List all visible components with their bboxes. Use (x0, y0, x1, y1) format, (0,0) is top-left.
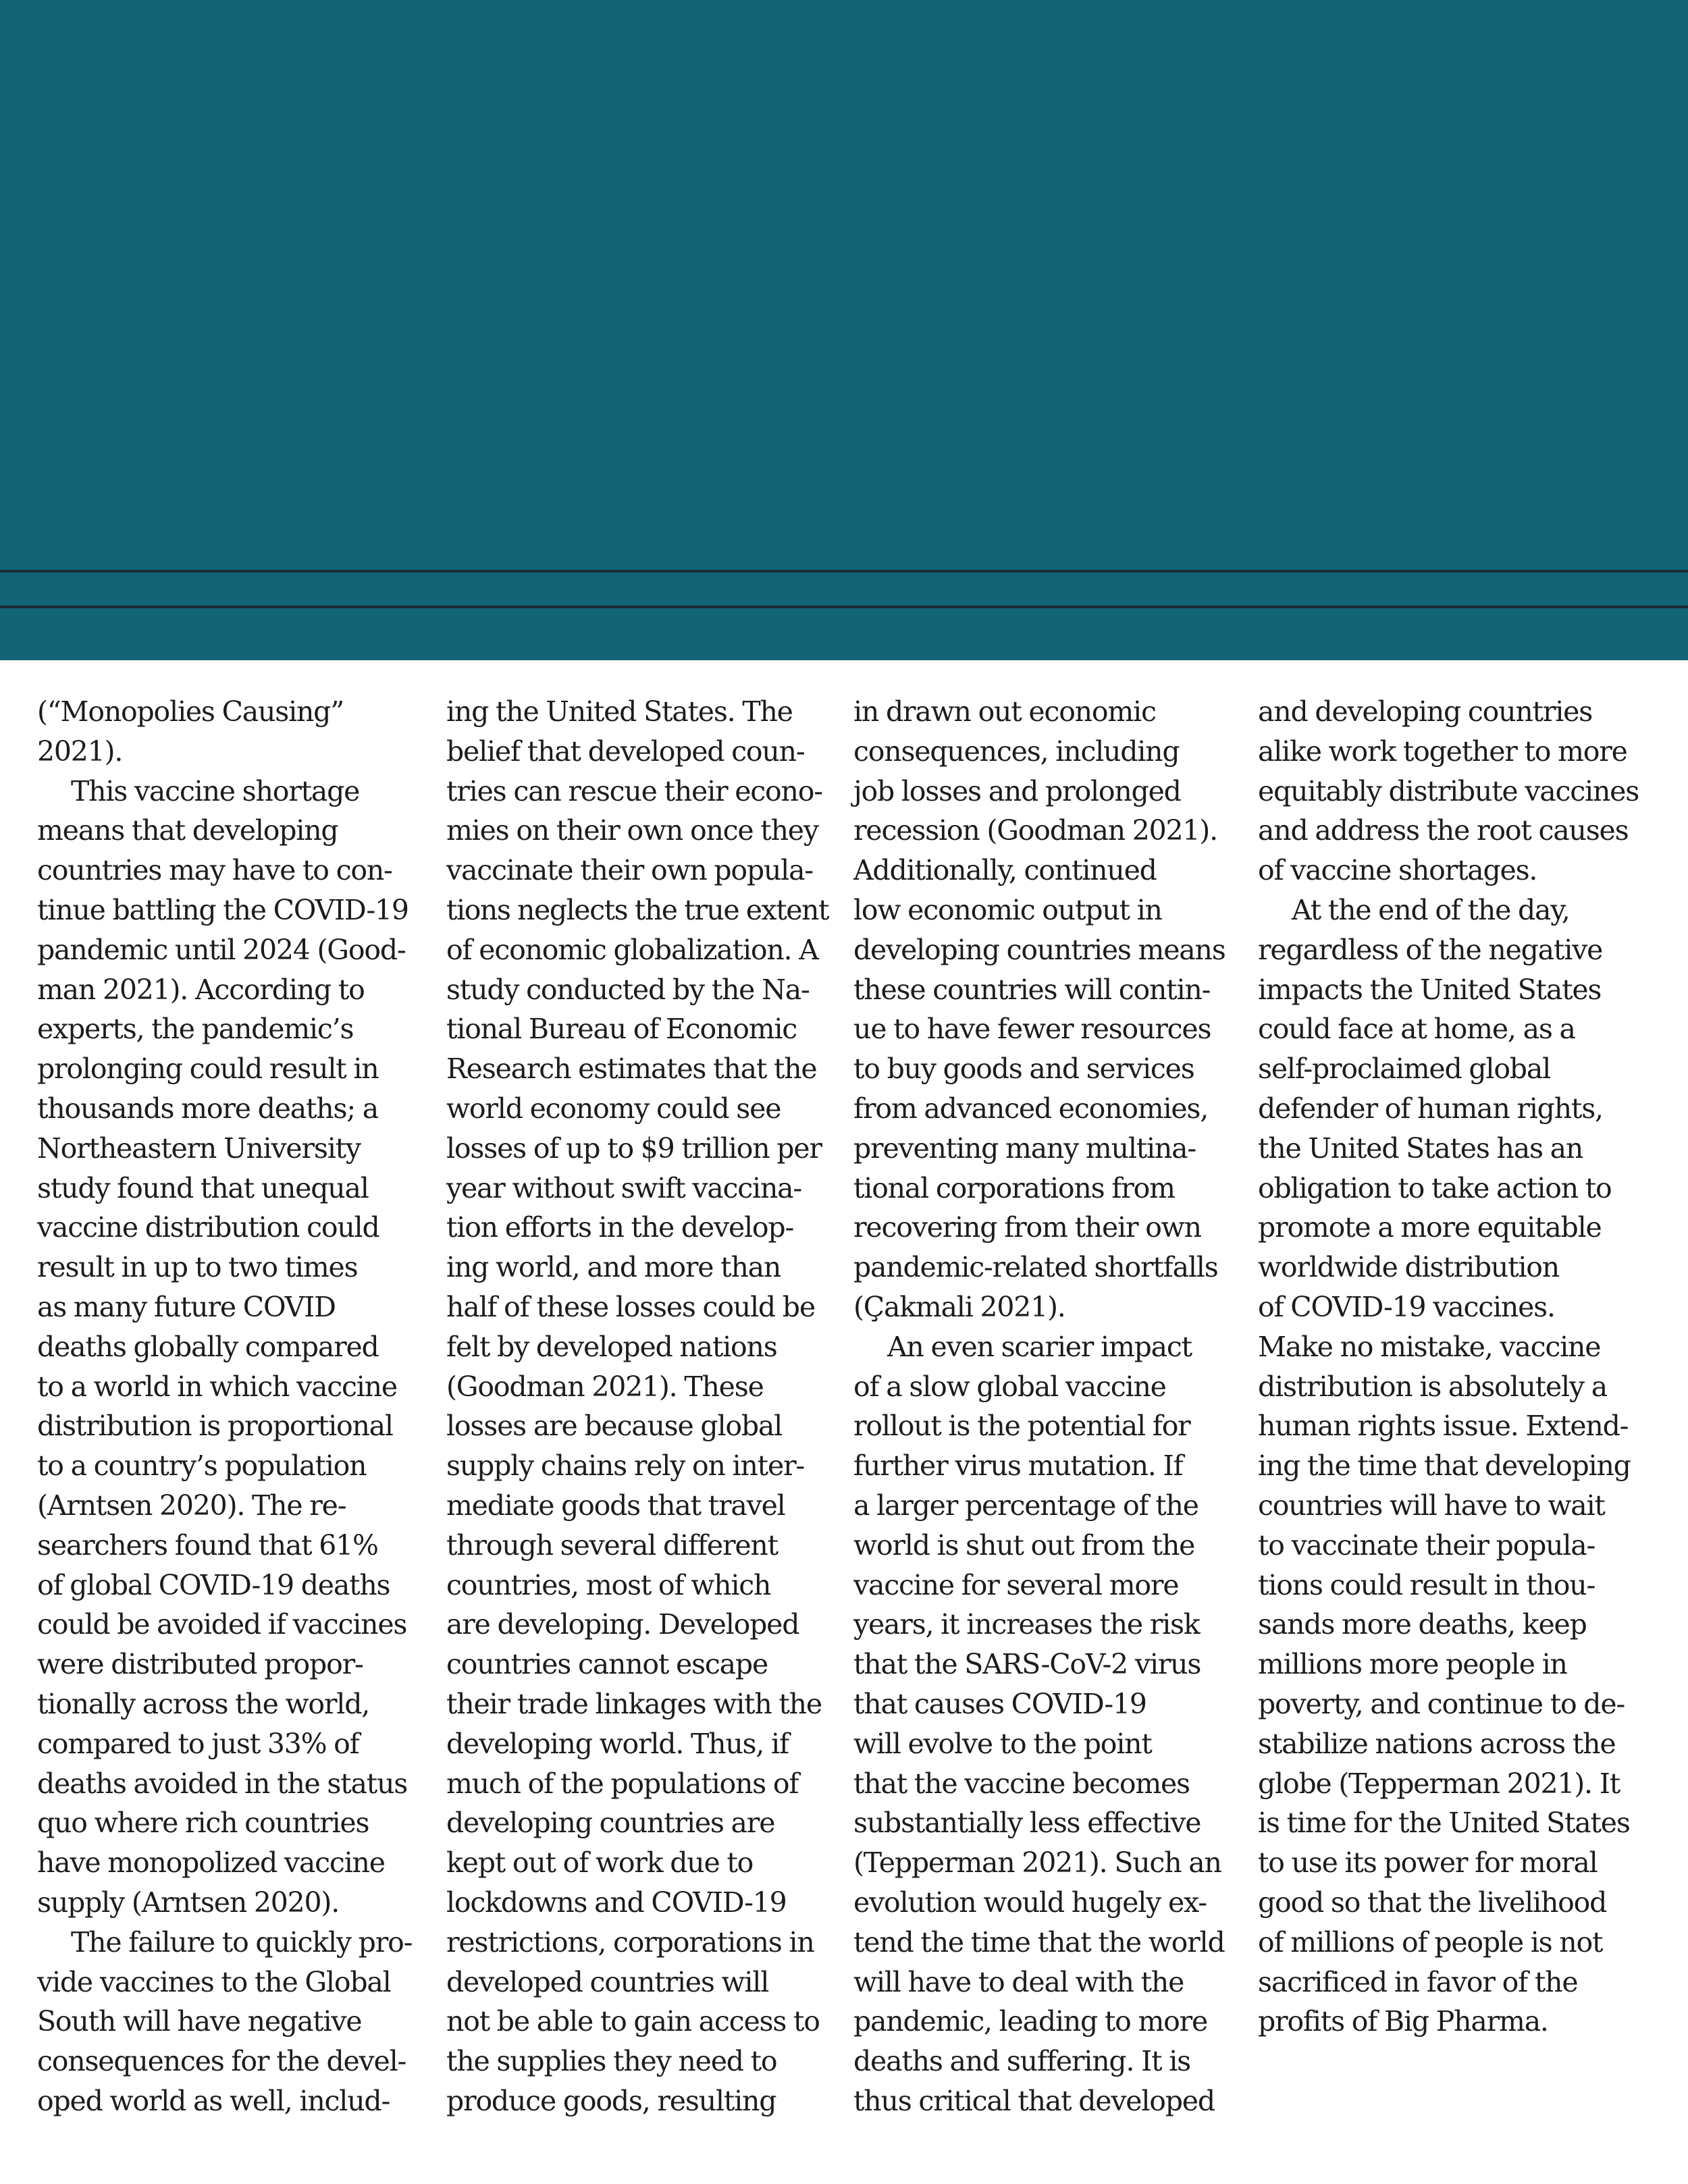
text-line: tional corporations from (853, 1171, 1175, 1204)
text-line: have monopolized vaccine (37, 1846, 385, 1880)
text-line: Make no mistake, vaccine (1258, 1330, 1601, 1363)
text-line: produce goods, resulting (446, 2084, 776, 2117)
text-line: ing the time that developing (1258, 1449, 1631, 1483)
text-line: experts, the pandemic’s (37, 1013, 354, 1046)
text-line: tionally across the world, (37, 1687, 370, 1720)
text-line: 2021). (37, 735, 123, 768)
text-line: poverty, and continue to de- (1258, 1687, 1625, 1720)
text-line: man 2021). According to (37, 973, 365, 1006)
text-line: low economic output in (853, 893, 1162, 926)
text-line: supply (Arntsen 2020). (37, 1886, 340, 1919)
text-line: felt by developed nations (446, 1330, 777, 1363)
text-line: losses are because global (446, 1410, 783, 1443)
text-line: will evolve to the point (853, 1727, 1152, 1760)
text-line: Northeastern University (37, 1131, 361, 1165)
text-line: study found that unequal (37, 1171, 369, 1204)
text-line: recession (Goodman 2021). (853, 814, 1217, 847)
text-line: the supplies they need to (446, 2045, 777, 2078)
text-line: to use its power for moral (1258, 1846, 1598, 1880)
text-line: deaths avoided in the status (37, 1767, 408, 1800)
text-line: further virus mutation. If (853, 1449, 1183, 1483)
text-line: This vaccine shortage (71, 774, 360, 807)
text-line: tinue battling the COVID-19 (37, 893, 408, 926)
text-line: from advanced economies, (853, 1092, 1209, 1125)
text-line: a larger percentage of the (853, 1489, 1198, 1522)
text-line: much of the populations of (446, 1767, 799, 1800)
text-line: lockdowns and COVID-19 (446, 1886, 787, 1919)
text-line: impacts the United States (1258, 973, 1602, 1006)
text-line: (Arntsen 2020). The re- (37, 1489, 346, 1522)
text-line: will have to deal with the (853, 1965, 1184, 1998)
text-line: were distributed propor- (37, 1648, 363, 1681)
text-line: restrictions, corporations in (446, 1925, 814, 1959)
text-line: world is shut out from the (853, 1528, 1195, 1562)
text-line: An even scarier impact (887, 1330, 1192, 1363)
text-line: (Tepperman 2021). Such an (853, 1846, 1221, 1880)
text-line: countries cannot escape (446, 1648, 768, 1681)
text-line: oped world as well, includ- (37, 2084, 390, 2117)
text-line: tries can rescue their econo- (446, 774, 822, 807)
text-line: kept out of work due to (446, 1846, 754, 1880)
text-line: study conducted by the Na- (446, 973, 810, 1006)
text-line: developing world. Thus, if (446, 1727, 789, 1760)
text-line: their trade linkages with the (446, 1687, 822, 1720)
text-line: thus critical that developed (853, 2084, 1215, 2117)
text-line: world economy could see (446, 1092, 781, 1125)
text-line: ing world, and more than (446, 1251, 781, 1284)
text-line: could be avoided if vaccines (37, 1608, 407, 1641)
text-line: recovering from their own (853, 1211, 1201, 1244)
text-line: to buy goods and services (853, 1053, 1194, 1086)
text-line: developed countries will (446, 1965, 769, 1998)
text-line: sacrificed in favor of the (1258, 1965, 1578, 1998)
text-line: preventing many multina- (853, 1131, 1196, 1165)
text-line: The failure to quickly pro- (71, 1925, 413, 1959)
text-line: belief that developed coun- (446, 735, 805, 768)
text-line: as many future COVID (37, 1290, 336, 1323)
text-line: countries will have to wait (1258, 1489, 1605, 1522)
text-line: these countries will contin- (853, 973, 1211, 1006)
text-line: South will have negative (37, 2005, 362, 2038)
text-line: mies on their own once they (446, 814, 818, 847)
text-line: pandemic-related shortfalls (853, 1251, 1218, 1284)
text-line: losses of up to $9 trillion per (446, 1131, 822, 1165)
text-line: of millions of people is not (1258, 1925, 1603, 1959)
text-line: rollout is the potential for (853, 1410, 1190, 1443)
text-line: consequences for the devel- (37, 2045, 406, 2078)
text-column-4 (1258, 692, 1643, 2042)
text-line: consequences, including (853, 735, 1180, 768)
text-column-2 (446, 692, 831, 2121)
text-line: regardless of the negative (1258, 933, 1603, 966)
text-line: years, it increases the risk (853, 1608, 1200, 1641)
text-line: ue to have fewer resources (853, 1013, 1211, 1046)
text-line: developing countries are (446, 1807, 775, 1840)
text-line: sands more deaths, keep (1258, 1608, 1587, 1641)
text-line: searchers found that 61% (37, 1528, 378, 1562)
text-line: distribution is absolutely a (1258, 1370, 1607, 1403)
text-line: to a world in which vaccine (37, 1370, 397, 1403)
header-rule-upper (0, 570, 1688, 572)
text-line: tions neglects the true extent (446, 893, 829, 926)
text-column-1 (37, 692, 422, 2121)
text-line: means that developing (37, 814, 338, 847)
text-line: Additionally, continued (853, 854, 1157, 887)
text-line: job losses and prolonged (853, 774, 1181, 807)
text-line: half of these losses could be (446, 1290, 815, 1323)
text-line: thousands more deaths; a (37, 1092, 379, 1125)
text-line: prolonging could result in (37, 1053, 379, 1086)
text-line: to vaccinate their popula- (1258, 1528, 1595, 1562)
text-line: of vaccine shortages. (1258, 854, 1537, 887)
text-line: result in up to two times (37, 1251, 358, 1284)
text-line: supply chains rely on inter- (446, 1449, 805, 1483)
text-line: evolution would hugely ex- (853, 1886, 1207, 1919)
text-line: of COVID-19 vaccines. (1258, 1290, 1555, 1323)
text-line: tions could result in thou- (1258, 1568, 1595, 1601)
text-column-3 (853, 692, 1238, 2121)
text-line: quo where rich countries (37, 1807, 369, 1840)
text-line: defender of human rights, (1258, 1092, 1603, 1125)
text-line: could face at home, as a (1258, 1013, 1575, 1046)
text-line: in drawn out economic (853, 695, 1156, 728)
text-line: mediate goods that travel (446, 1489, 785, 1522)
text-line: is time for the United States (1258, 1807, 1630, 1840)
text-line: vaccine for several more (853, 1568, 1179, 1601)
text-line: pandemic, leading to more (853, 2005, 1208, 2038)
text-line: vaccine distribution could (37, 1211, 379, 1244)
text-line: deaths and suffering. It is (853, 2045, 1190, 2078)
text-line: ing the United States. The (446, 695, 793, 728)
text-line: tion efforts in the develop- (446, 1211, 794, 1244)
text-line: millions more people in (1258, 1648, 1567, 1681)
text-line: tend the time that the world (853, 1925, 1225, 1959)
text-line: promote a more equitable (1258, 1211, 1602, 1244)
text-line: globe (Tepperman 2021). It (1258, 1767, 1620, 1800)
text-line: stabilize nations across the (1258, 1727, 1616, 1760)
header-rule-lower (0, 606, 1688, 608)
text-line: that the SARS-CoV-2 virus (853, 1648, 1201, 1681)
text-line: countries may have to con- (37, 854, 392, 887)
text-line: equitably distribute vaccines (1258, 774, 1639, 807)
text-line: obligation to take action to (1258, 1171, 1612, 1204)
text-line: pandemic until 2024 (Good- (37, 933, 406, 966)
text-line: of economic globalization. A (446, 933, 818, 966)
text-line: worldwide distribution (1258, 1251, 1560, 1284)
text-line: alike work together to more (1258, 735, 1627, 768)
text-line: At the end of the day, (1292, 893, 1570, 926)
text-line: of global COVID-19 deaths (37, 1568, 390, 1601)
text-line: year without swift vaccina- (446, 1171, 802, 1204)
text-line: distribution is proportional (37, 1410, 393, 1443)
header-color-band (0, 0, 1688, 660)
text-line: good so that the livelihood (1258, 1886, 1607, 1919)
text-line: that the vaccine becomes (853, 1767, 1190, 1800)
text-line: substantially less effective (853, 1807, 1201, 1840)
text-line: developing countries means (853, 933, 1225, 966)
text-line: (Çakmali 2021). (853, 1290, 1065, 1323)
text-line: to a country’s population (37, 1449, 367, 1483)
text-line: human rights issue. Extend- (1258, 1410, 1629, 1443)
text-line: Research estimates that the (446, 1053, 817, 1086)
text-line: of a slow global vaccine (853, 1370, 1166, 1403)
text-line: are developing. Developed (446, 1608, 799, 1641)
text-line: profits of Big Pharma. (1258, 2005, 1548, 2038)
text-line: vide vaccines to the Global (37, 1965, 391, 1998)
text-line: the United States has an (1258, 1131, 1583, 1165)
text-line: that causes COVID-19 (853, 1687, 1146, 1720)
text-line: (“Monopolies Causing” (37, 695, 344, 728)
text-line: tional Bureau of Economic (446, 1013, 797, 1046)
text-line: through several different (446, 1528, 778, 1562)
text-line: deaths globally compared (37, 1330, 379, 1363)
text-line: self-proclaimed global (1258, 1053, 1551, 1086)
text-line: vaccinate their own popula- (446, 854, 813, 887)
text-line: compared to just 33% of (37, 1727, 359, 1760)
text-line: and address the root causes (1258, 814, 1629, 847)
text-line: not be able to gain access to (446, 2005, 820, 2038)
text-line: countries, most of which (446, 1568, 771, 1601)
text-line: and developing countries (1258, 695, 1593, 728)
text-line: (Goodman 2021). These (446, 1370, 764, 1403)
